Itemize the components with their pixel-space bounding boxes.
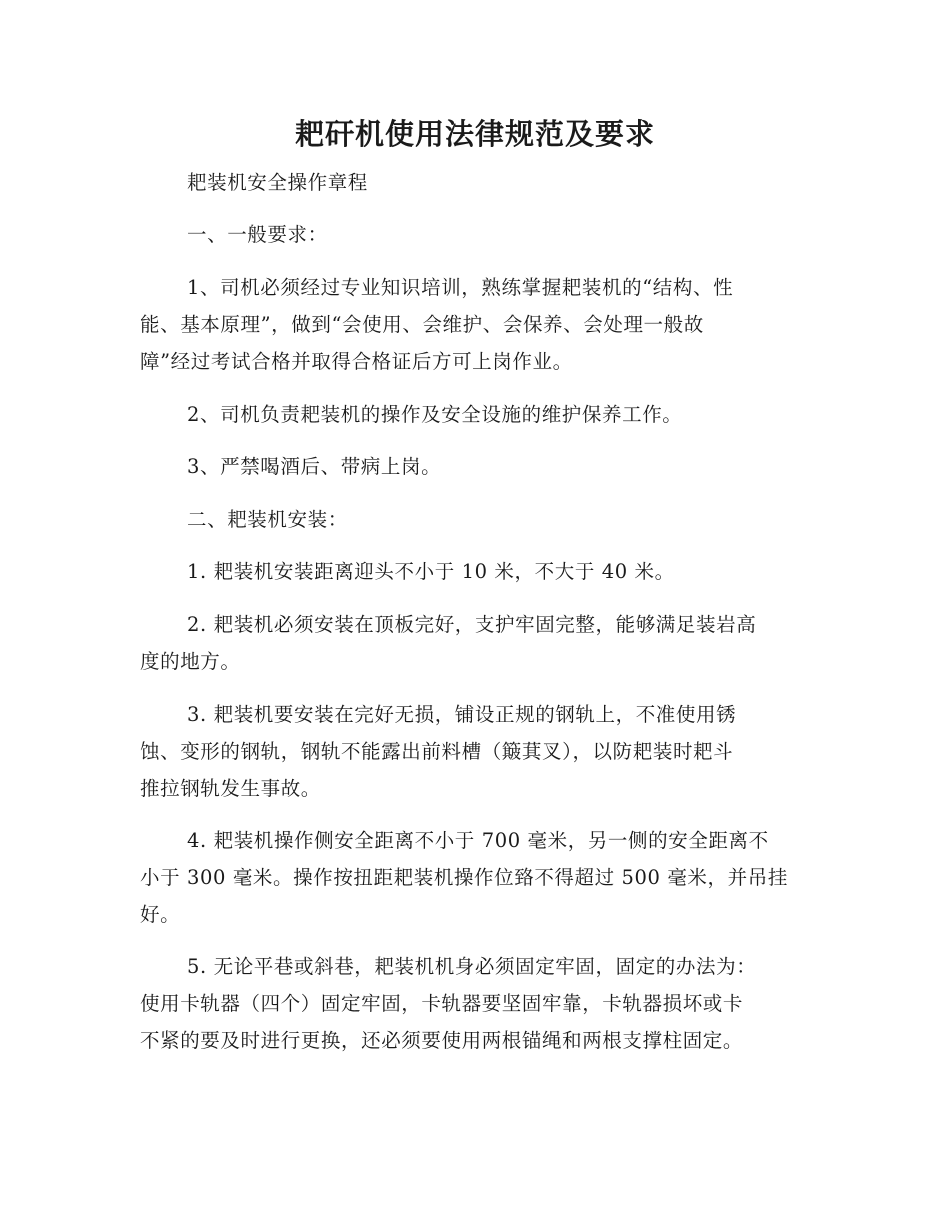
paragraph-line: 1、司机必须经过专业知识培训，熟练掌握耙装机的“结构、性 [187,276,734,299]
paragraph-line: 小于 300 毫米。操作按扭距耙装机操作位臵不得超过 500 毫米，并吊挂 [140,866,788,889]
paragraph-line: 2. 耙装机必须安装在顶板完好，支护牢固完整，能够满足装岩高 [187,613,757,636]
paragraph-line: 二、耙装机安装： [187,508,348,531]
paragraph-line: 不紧的要及时进行更换，还必须要使用两根锚绳和两根支撑柱固定。 [140,1029,744,1052]
paragraph-line: 能、基本原理”，做到“会使用、会维护、会保养、会处理一般故 [140,313,704,336]
paragraph-line: 4. 耙装机操作侧安全距离不小于 700 毫米，另一侧的安全距离不 [187,829,769,852]
paragraph-line: 蚀、变形的钢轨，钢轨不能露出前料槽（簸萁叉），以防耙装时耙斗 [140,740,734,763]
paragraph-line: 好。 [140,903,181,926]
document-title: 耙矸机使用法律规范及要求 [294,117,655,151]
paragraph-line: 3. 耙装机要安装在完好无损，铺设正规的钢轨上，不准使用锈 [187,703,737,726]
paragraph-install-4 [140,822,820,933]
paragraph-install-2 [140,606,820,680]
paragraph-line: 2、司机负责耙装机的操作及安全设施的维护保养工作。 [187,403,683,426]
paragraph-line: 推拉钢轨发生事故。 [140,777,321,800]
paragraph-line: 度的地方。 [140,650,241,673]
paragraph-install-3 [140,696,820,807]
paragraph-line: 1. 耙装机安装距离迎头不小于 10 米，不大于 40 米。 [187,560,675,583]
paragraph-line: 一、一般要求： [187,223,328,246]
paragraph-item-3 [140,448,820,485]
paragraph-line: 障”经过考试合格并取得合格证后方可上岗作业。 [140,350,573,373]
paragraph-line: 使用卡轨器（四个）固定牢固，卡轨器要坚固牢靠，卡轨器损坏或卡 [140,992,744,1015]
paragraph-line: 3、严禁喝酒后、带病上岗。 [187,455,442,478]
paragraph-line: 5. 无论平巷或斜巷，耙装机机身必须固定牢固，固定的办法为： [187,955,757,978]
paragraph-line: 耙装机安全操作章程 [187,171,368,194]
paragraph-install-5 [140,948,820,1059]
paragraph-item-1 [140,269,820,380]
paragraph-install-1 [140,553,820,590]
paragraph-section-2-heading [140,501,820,538]
paragraph-heading-rules [140,164,820,201]
paragraph-item-2 [140,396,820,433]
paragraph-section-1-heading [140,216,820,253]
